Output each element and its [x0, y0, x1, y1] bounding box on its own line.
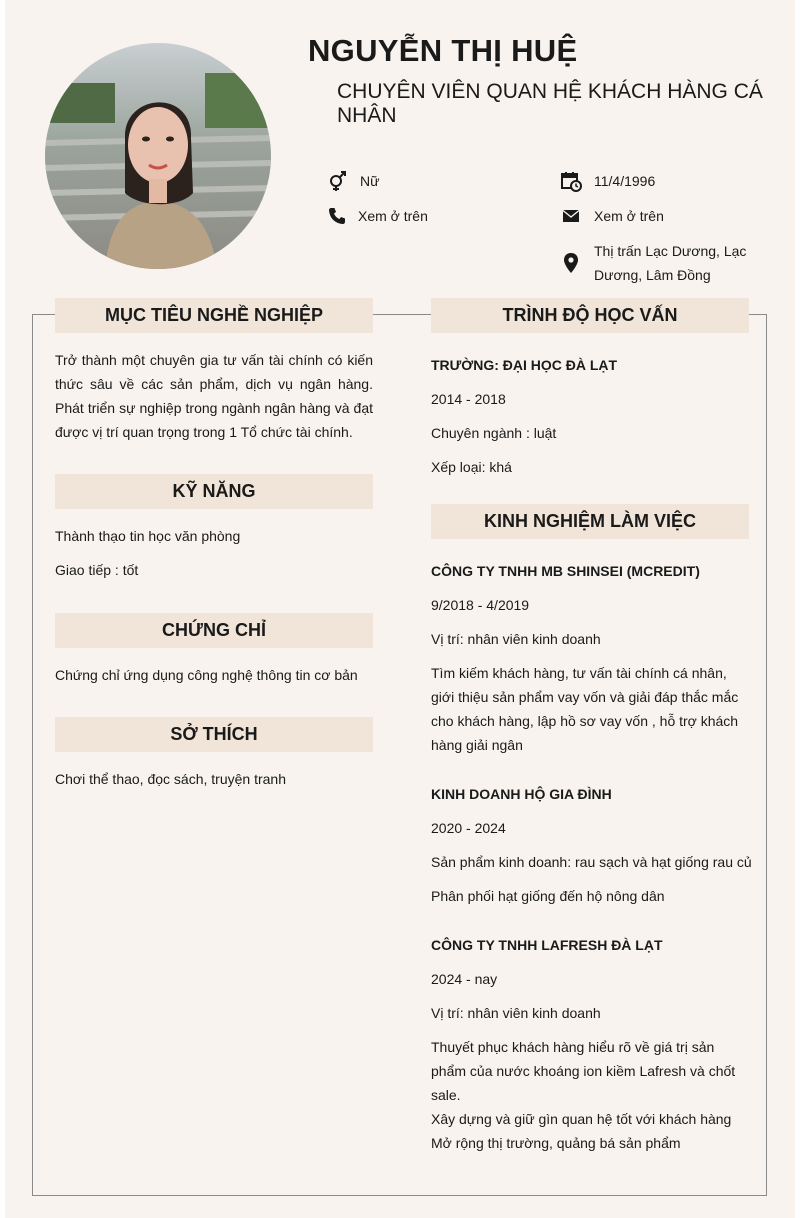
job-period: 2024 - nay: [431, 971, 498, 987]
education-major: Chuyên ngành : luật: [431, 425, 557, 441]
gender-icon: [326, 170, 348, 192]
candidate-name: NGUYỄN THỊ HUỆ: [308, 33, 578, 68]
birthdate-info: [560, 170, 655, 192]
job-detail: Sản phẩm kinh doanh: rau sạch và hạt giống rau củ: [431, 854, 752, 870]
envelope-icon: [560, 205, 582, 227]
certificates-heading: CHỨNG CHỈ: [55, 613, 373, 648]
frame-divider: [32, 314, 55, 315]
job-title: CHUYÊN VIÊN QUAN HỆ KHÁCH HÀNG CÁ NHÂN: [337, 80, 763, 127]
job-detail: Phân phối hạt giống đến hộ nông dân: [431, 888, 665, 904]
job-position: Vị trí: nhân viên kinh doanh: [431, 1005, 601, 1021]
job-detail: Mở rộng thị trường, quảng bá sản phẩm: [431, 1135, 681, 1151]
email-info: [560, 205, 664, 227]
frame-divider: [749, 314, 767, 315]
birthdate-value: 11/4/1996: [594, 173, 656, 189]
phone-icon: [326, 205, 348, 227]
gender-value: Nữ: [360, 173, 380, 189]
address-value: Thị trấn Lạc Dương, Lạc Dương, Lâm Đồng: [594, 243, 747, 283]
education-period: 2014 - 2018: [431, 391, 506, 407]
job-description: Tìm kiếm khách hàng, tư vấn tài chính cá nhân, giới thiệu sản phẩm vay vốn và giải đáp thắc mắc cho khách hàng, lập hồ sơ vay vốn , hỗ trợ khách hàng giải ngân: [431, 665, 739, 753]
location-pin-icon: [560, 252, 582, 274]
job-detail: Xây dựng và giữ gìn quan hệ tốt với khách hàng: [431, 1111, 732, 1127]
job-period: 2020 - 2024: [431, 820, 506, 836]
experience-heading: KINH NGHIỆM LÀM VIỆC: [431, 504, 749, 539]
email-value: Xem ở trên: [594, 208, 664, 224]
job-period: 9/2018 - 4/2019: [431, 597, 530, 613]
career-goal-text: Trở thành một chuyên gia tư vấn tài chính có kiến thức sâu về các sản phẩm, dịch vụ ngân hàng. Phát triển sự nghiệp trong ngành ngân hàng và đạt được vị trí quan trọng trong 1 Tổ chức tài chính.: [55, 352, 373, 440]
education-heading: TRÌNH ĐỘ HỌC VẤN: [431, 298, 749, 333]
job-company: KINH DOANH HỘ GIA ĐÌNH: [431, 786, 612, 802]
job-company: CÔNG TY TNHH LAFRESH ĐÀ LẠT: [431, 937, 663, 953]
skills-heading: KỸ NĂNG: [55, 474, 373, 509]
hobbies-text: Chơi thể thao, đọc sách, truyện tranh: [55, 771, 286, 787]
job-position: Vị trí: nhân viên kinh doanh: [431, 631, 601, 647]
skill-item: Thành thạo tin học văn phòng: [55, 528, 241, 544]
skill-item: Giao tiếp : tốt: [55, 562, 139, 578]
phone-value: Xem ở trên: [358, 208, 428, 224]
phone-info: [326, 205, 428, 227]
address-info: [560, 239, 754, 287]
certificate-item: Chứng chỉ ứng dụng công nghệ thông tin cơ bản: [55, 667, 358, 683]
job-company: CÔNG TY TNHH MB SHINSEI (MCREDIT): [431, 563, 700, 579]
frame-divider: [373, 314, 431, 315]
career-goal-heading: MỤC TIÊU NGHỀ NGHIỆP: [55, 298, 373, 333]
education-school: TRƯỜNG: ĐẠI HỌC ĐÀ LẠT: [431, 357, 618, 373]
hobbies-heading: SỞ THÍCH: [55, 717, 373, 752]
profile-photo: [45, 43, 271, 269]
education-grade: Xếp loại: khá: [431, 459, 512, 475]
job-description: Thuyết phục khách hàng hiểu rõ về giá trị sản phẩm của nước khoáng ion kiềm Lafresh và chốt sale.: [431, 1039, 736, 1103]
calendar-icon: [560, 170, 582, 192]
gender-info: [326, 170, 379, 192]
